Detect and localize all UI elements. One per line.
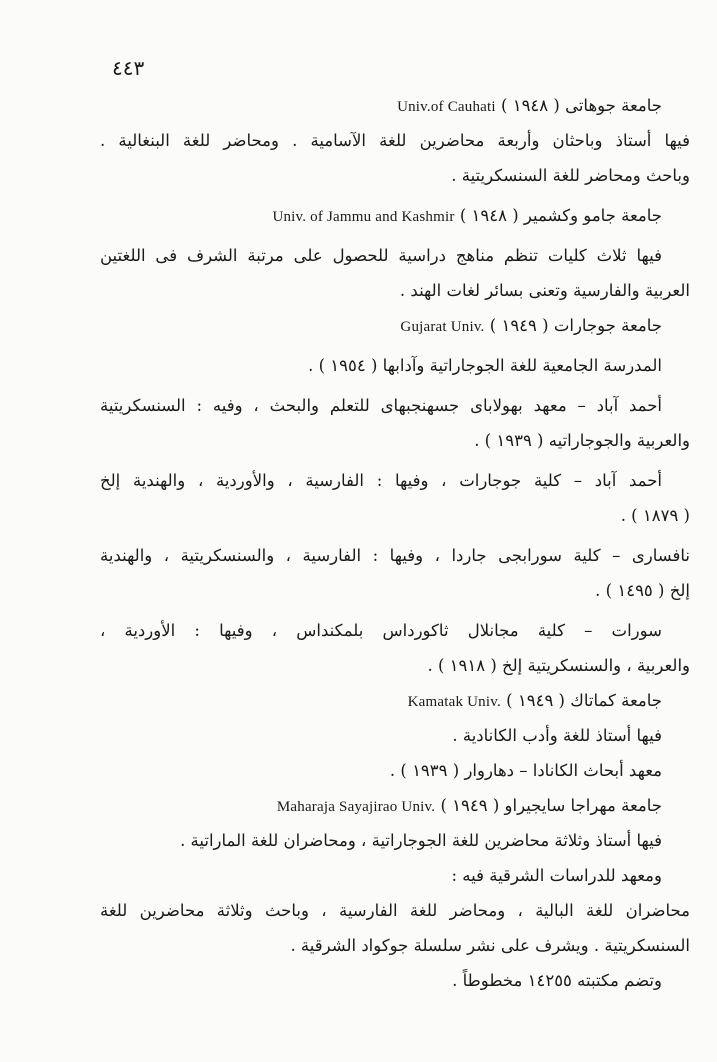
text-line: فيها أستاذ وباحثان وأربعة محاضرين للغة الآسامية . ومحاضر للغة البنغالية . [100, 131, 690, 150]
text-line: العربية والفارسية وتعنى بسائر لغات الهند . [399, 281, 690, 300]
text-line: محاضران للغة البالية ، ومحاضر للغة الفارسية ، وباحث وثلاثة محاضرين للغة [100, 901, 690, 920]
text-line: وباحث ومحاضر للغة السنسكريتية . [451, 166, 690, 185]
heading-maharaja [100, 788, 690, 823]
text-line: فيها أستاذ وثلاثة محاضرين للغة الجوجاراتية ، ومحاضران للغة الماراتية . [180, 831, 662, 850]
text-line: سورات – كلية مجانلال ثاكورداس بلمكنداس ، وفيها : الأوردية ، [100, 621, 662, 640]
text-line: والعربية ، والسنسكريتية إلخ ( ١٩١٨ ) . [427, 656, 690, 675]
heading-latin: Univ. of Jammu and Kashmir [272, 209, 455, 225]
heading-latin: Gujarat Univ. [400, 319, 485, 335]
text-line: أحمد آباد – كلية جوجارات ، وفيها : الفارسية ، والأوردية ، والهندية إلخ [100, 471, 662, 490]
text-line: السنسكريتية . ويشرف على نشر سلسلة جوكواد الشرقية . [290, 936, 690, 955]
heading-cauhati [100, 88, 690, 123]
heading-arabic: جامعة جوجارات ( ١٩٤٩ ) [489, 316, 662, 335]
page-number: ٤٤٣ [112, 56, 145, 80]
text-line: ومعهد للدراسات الشرقية فيه : [451, 866, 662, 885]
heading-arabic: جامعة جوهاتى ( ١٩٤٨ ) [501, 96, 662, 115]
text-line: معهد أبحاث الكانادا – دهاروار ( ١٩٣٩ ) . [389, 761, 662, 780]
heading-arabic: جامعة جامو وكشمير ( ١٩٤٨ ) [459, 206, 662, 225]
text-line: فيها أستاذ للغة وأدب الكانادية . [452, 726, 662, 745]
heading-kamatak [100, 683, 690, 718]
text-line: وتضم مكتبته ١٤٢٥٥ مخطوطاً . [452, 971, 662, 990]
text-line: فيها ثلاث كليات تنظم مناهج دراسية للحصول على مرتبة الشرف فى اللغتين [100, 246, 662, 265]
heading-latin: Kamatak Univ. [407, 694, 501, 710]
page-body [100, 88, 690, 998]
text-line: أحمد آباد – معهد بهولاباى جسهنجبهاى للتعلم والبحث ، وفيه : السنسكريتية [100, 396, 662, 415]
heading-gujarat [100, 308, 690, 343]
text-line: نافسارى – كلية سورابجى جاردا ، وفيها : الفارسية ، والسنسكريتية ، والهندية [100, 546, 690, 565]
text-line: والعربية والجوجاراتيه ( ١٩٣٩ ) . [474, 431, 690, 450]
heading-arabic: جامعة مهراجا سايجيراو ( ١٩٤٩ ) [440, 796, 662, 815]
text-line: المدرسة الجامعية للغة الجوجاراتية وآدابها ( ١٩٥٤ ) . [308, 356, 662, 375]
heading-latin: Univ.of Cauhati [397, 99, 496, 115]
heading-jammu [100, 198, 690, 233]
heading-latin: Maharaja Sayajirao Univ. [276, 799, 436, 815]
text-line: إلخ ( ١٤٩٥ ) . [595, 581, 690, 600]
text-line: ( ١٨٧٩ ) . [620, 506, 690, 525]
heading-arabic: جامعة كماتاك ( ١٩٤٩ ) [506, 691, 662, 710]
